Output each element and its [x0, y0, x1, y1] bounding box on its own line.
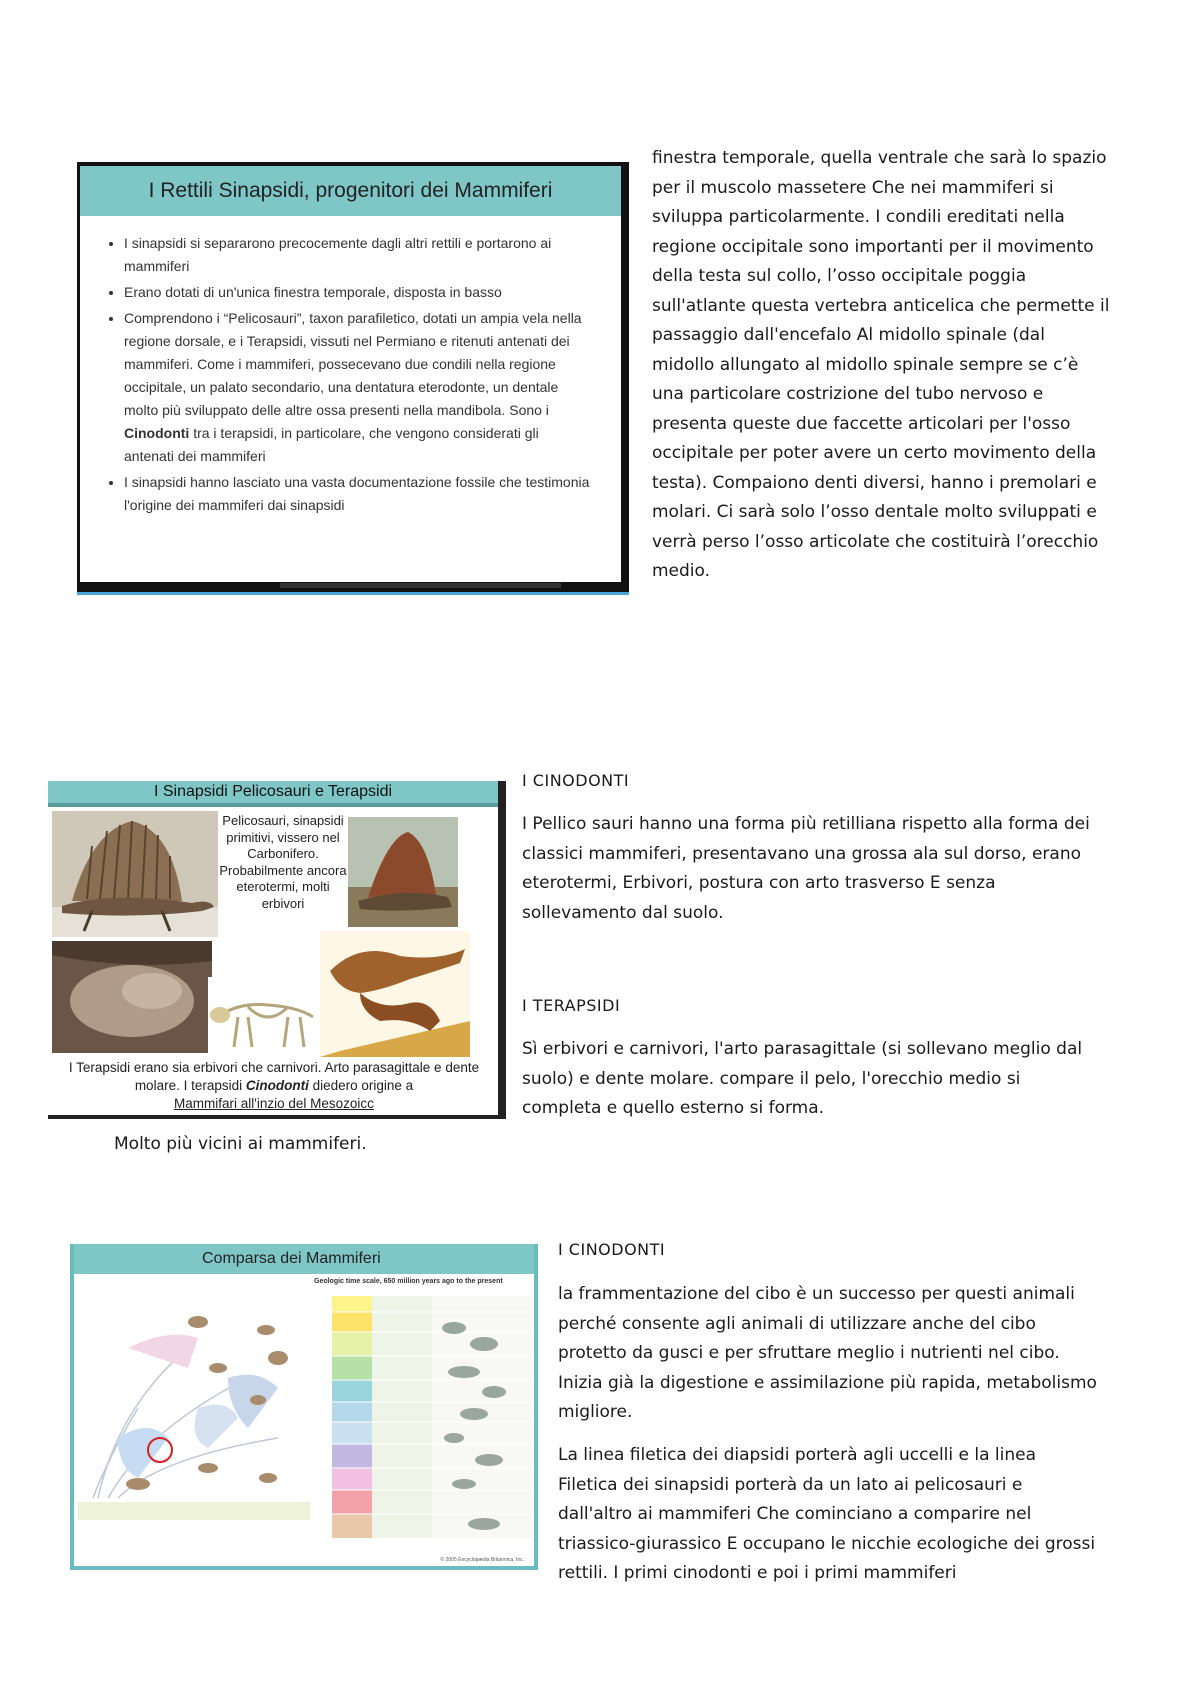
slide-bullet [124, 307, 591, 468]
dimetrodon-skeleton-photo [52, 811, 218, 937]
slide-bullet: • Erano dotati di un'unica finestra temporale, disposta in basso [124, 281, 591, 304]
therapsid-skeleton-drawing [208, 977, 328, 1057]
slide-title: I Sinapsidi Pelicosauri e Terapsidi [48, 781, 498, 807]
section-paragraph: I Pellico sauri hanno una forma più retilliana rispetto alla forma dei classici mammiferi, presentavano una grossa ala sul dorso, erano eterotermi, Erbivori, postura con arto trasverso E senza sollevamento dal suolo. [522, 814, 1090, 923]
section-heading: I CINODONTI [522, 771, 630, 790]
slide-note: Molto più vicini ai mammiferi. [114, 1134, 367, 1154]
slide-bullet-list [94, 232, 591, 517]
slide-sinapsidi [77, 162, 629, 592]
dimetrodon-illustration [348, 817, 458, 927]
section-paragraph: Sì erbivori e carnivori, l'arto parasagittale (si sollevano meglio dal suolo) e dente molare. compare il pelo, l'orecchio medio si completa e quello esterno si forma. [522, 1039, 1083, 1118]
bullet-bold-term: Cinodonti [124, 425, 190, 441]
bullet-text: Comprendono i “Pelicosauri”, taxon parafiletico, dotati un ampia vela nella regione dorsale, e i Terapsidi, vissuti nel Permiano e ritenuti antenati dei mammiferi. Come i mammiferi, possecevano due condili nella regione occipitale, un palato secondario, una dentatura eterodonte, un dentale molto più sviluppato delle altre ossa presenti nella mandibola. Sono i [124, 310, 582, 418]
slide-bottom-line [77, 592, 629, 595]
geologic-time-scale [314, 1288, 532, 1558]
body-paragraph: finestra temporale, quella ventrale che sarà lo spazio per il muscolo massetere Che nei mammiferi si sviluppa particolarmente. I condili ereditati nella regione occipitale sono importanti per il movimento della testa sul collo, l’osso occipitale poggia sull'atlante questa vertebra anticelica che permette il passaggio dall'encefalo Al midollo spinale (dal midollo allungato al midollo spinale sempre se c’è una particolare costrizione del tubo nervoso e presenta queste due faccette articolari per l'osso occipitale per poter avere un certo movimento della testa). Compaiono denti diversi, hanno i premolari e molari. Ci sarà solo l’osso dentale molto sviluppati e verrà perso l’osso articolate che costituirà l’orecchio medio. [652, 148, 1110, 581]
slide-bullet: • I sinapsidi si separarono precocemente dagli altri rettili e portarono ai mammiferi [124, 232, 591, 278]
slide-title: Comparsa dei Mammiferi [74, 1244, 534, 1274]
therapsid-photo [52, 941, 212, 1053]
slide-bullet: • I sinapsidi hanno lasciato una vasta documentazione fossile che testimonia l'origine dei mammiferi dai sinapsidi [124, 471, 591, 517]
slide-underbar [280, 583, 561, 588]
caption-last-line: Mammifari all'inzio del Mesozoicc [174, 1096, 374, 1111]
slide-comparsa-mammiferi [70, 1244, 538, 1570]
section-heading: I TERAPSIDI [522, 996, 621, 1015]
slide-title: I Rettili Sinapsidi, progenitori dei Mammiferi [80, 166, 621, 216]
slide-caption [54, 1059, 494, 1113]
section-paragraph: la frammentazione del cibo è un successo per questi animali perché consente agli animali di utilizzare anche del cibo protetto da gusci e per sfruttare meglio i nutrienti nel cibo. Inizia già la digestione e assimilazione più rapida, metabolismo migliore. [558, 1284, 1097, 1422]
section-paragraph: La linea filetica dei diapsidi porterà agli uccelli e la linea Filetica dei sinapsidi porterà da un lato ai pelicosauri e dall'altro ai mammiferi Che cominciano a comparire nel triassico-giurassico E occupano le nicchie ecologiche dei grossi rettili. I primi cinodonti e poi i primi mammiferi [558, 1445, 1096, 1583]
slide-pelicosauri-terapsidi [48, 781, 506, 1119]
phylogeny-diagram [78, 1288, 310, 1520]
section-heading: I CINODONTI [558, 1240, 666, 1259]
slide-description: Pelicosauri, sinapsidi primitivi, vissero nel Carbonifero. Probabilmente ancora eterotermi, molti erbivori [219, 813, 347, 911]
caption-bold-term: Cinodonti [245, 1078, 309, 1093]
bullet-text-tail: tra i terapsidi, in particolare, che vengono considerati gli antenati dei mammiferi [124, 425, 539, 464]
caption-text: I Terapsidi erano sia erbivori che carnivori. Arto parasagittale e dente molare. I terapsidi [68, 1060, 480, 1093]
caption-text-tail: diedero origine a [308, 1078, 414, 1093]
image-credit: © 2005 Encyclopædia Britannica, Inc. [440, 1557, 524, 1563]
timescale-title: Geologic time scale, 650 million years ago to the present [314, 1278, 503, 1285]
cynodont-illustration [320, 931, 470, 1057]
